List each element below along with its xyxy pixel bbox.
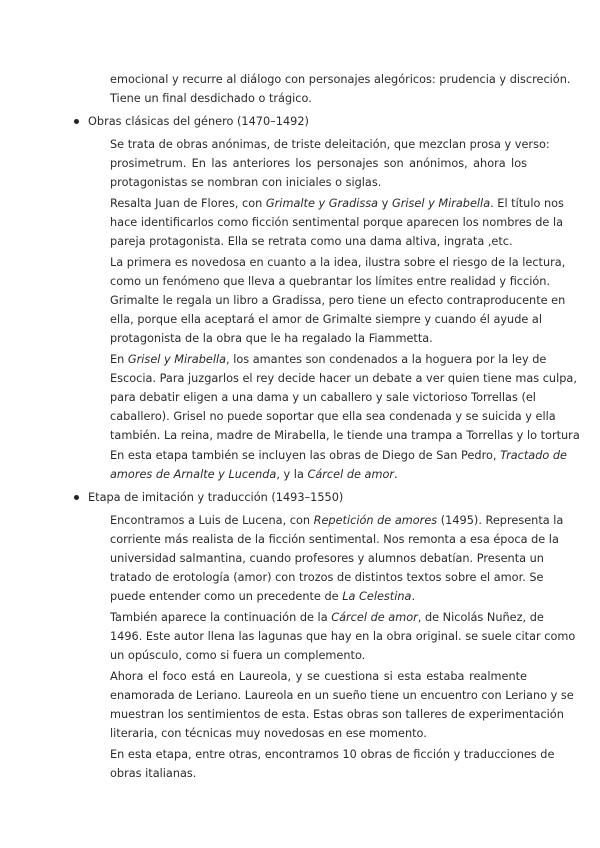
intro-paragraph xyxy=(110,70,571,108)
text-line: pareja protagonista. Ella se retrata como una dama altiva, ingrata ,etc. xyxy=(110,235,513,248)
section1-paragraph-1 xyxy=(110,135,550,192)
text-line: Ahora el foco está en Laureola, y se cuestiona si esta estaba realmente xyxy=(110,670,527,683)
work-title: Grisel y Mirabella xyxy=(391,197,491,210)
bullet-icon xyxy=(74,119,79,124)
text-line: literaria, con técnicas muy novedosas en ese momento. xyxy=(110,727,427,740)
text-line: hace identificarlos como ficción sentimental porque aparecen los nombres de la xyxy=(110,216,564,229)
text-line: Se trata de obras anónimas, de triste deleitación, que mezclan prosa y verso: xyxy=(110,138,550,151)
work-title: Cárcel de amor xyxy=(331,611,418,624)
text-line: Encontramos a Luis de Lucena, con Repetición de amores (1495). Representa la xyxy=(110,514,564,527)
text-line: tratado de erotología (amor) con trozos de distintos textos sobre el amor. Se xyxy=(110,571,544,584)
text-line: En esta etapa también se incluyen las obras de Diego de San Pedro, Tractado de xyxy=(110,449,568,462)
text-line: como un fenómeno que lleva a quebrantar los límites entre realidad y ficción. xyxy=(110,275,551,288)
text-line: ella, porque ella aceptará el amor de Grimalte siempre y cuando él ayude al xyxy=(110,313,542,326)
text-line: Escocia. Para juzgarlos el rey decide hacer un debate a ver quien tiene mas culpa, xyxy=(110,372,577,385)
text-line: caballero). Grisel no puede soportar que ella sea condenada y se suicida y ella xyxy=(110,410,556,423)
work-title: Tractado de xyxy=(500,449,568,462)
section1-paragraph-4 xyxy=(110,350,580,445)
text-line: amores de Arnalte y Lucenda, y la Cárcel de amor. xyxy=(110,468,398,481)
text-line: emocional y recurre al diálogo con personajes alegóricos: prudencia y discreción. xyxy=(110,73,571,86)
text-line: universidad salmantina, cuando profesores y alumnos debatían. Presenta un xyxy=(110,552,544,565)
work-title: La Celestina xyxy=(342,590,412,603)
section2-paragraph-1 xyxy=(110,511,564,606)
text-line: Resalta Juan de Flores, con Grimalte y Gradissa y Grisel y Mirabella. El título nos xyxy=(110,197,564,210)
section-heading-text: Etapa de imitación y traducción (1493–1550) xyxy=(88,491,344,504)
text-line: También aparece la continuación de la Cárcel de amor, de Nicolás Nuñez, de xyxy=(110,611,544,624)
text-line: obras italianas. xyxy=(110,767,197,780)
section1-paragraph-3 xyxy=(110,253,566,348)
text-line: muestran los sentimientos de esta. Estas obras son talleres de experimentación xyxy=(110,708,564,721)
section2-paragraph-2 xyxy=(110,608,576,665)
section2-paragraph-3 xyxy=(110,667,574,743)
text-line: también. La reina, madre de Mirabella, le tiende una trampa a Torrellas y lo tortura xyxy=(110,429,580,442)
text-line: La primera es novedosa en cuanto a la idea, ilustra sobre el riesgo de la lectura, xyxy=(110,256,566,269)
text-line: Tiene un final desdichado o trágico. xyxy=(110,92,312,105)
work-title: Grimalte y Gradissa xyxy=(265,197,379,210)
text-line: En esta etapa, entre otras, encontramos 10 obras de ficción y traducciones de xyxy=(110,748,555,761)
work-title: Repetición de amores xyxy=(313,514,438,527)
text-line: enamorada de Leriano. Laureola en un sueño tiene un encuentro con Leriano y se xyxy=(110,689,574,702)
work-title: amores de Arnalte y Lucenda xyxy=(110,468,277,481)
text-line: prosimetrum. En las anteriores los personajes son anónimos, ahora los xyxy=(110,157,527,170)
work-title: Grisel y Mirabella xyxy=(127,353,227,366)
text-line: 1496. Este autor llena las lagunas que hay en la obra original. se suele citar como xyxy=(110,630,576,643)
section1-paragraph-2 xyxy=(110,194,564,251)
text-line: corriente más realista de la ficción sentimental. Nos remonta a esa época de la xyxy=(110,533,559,546)
text-line: Grimalte le regala un libro a Gradissa, pero tiene un efecto contraproducente en xyxy=(110,294,566,307)
section-heading-text: Obras clásicas del género (1470–1492) xyxy=(88,115,309,128)
text-line: protagonista de la obra que le ha regalado la Fiammetta. xyxy=(110,332,433,345)
text-line: puede entender como un precedente de La Celestina. xyxy=(110,590,416,603)
text-line: un opúsculo, como si fuera un complemento. xyxy=(110,649,366,662)
section1-paragraph-5 xyxy=(110,446,568,484)
text-line: protagonistas se nombran con iniciales o siglas. xyxy=(110,176,382,189)
work-title: Cárcel de amor xyxy=(307,468,395,481)
text-line: En Grisel y Mirabella, los amantes son condenados a la hoguera por la ley de xyxy=(110,353,547,366)
text-line: para debatir eligen a una dama y un caballero y sale victorioso Torrellas (el xyxy=(110,391,536,404)
bullet-icon xyxy=(74,495,79,500)
section2-paragraph-4 xyxy=(110,745,555,783)
